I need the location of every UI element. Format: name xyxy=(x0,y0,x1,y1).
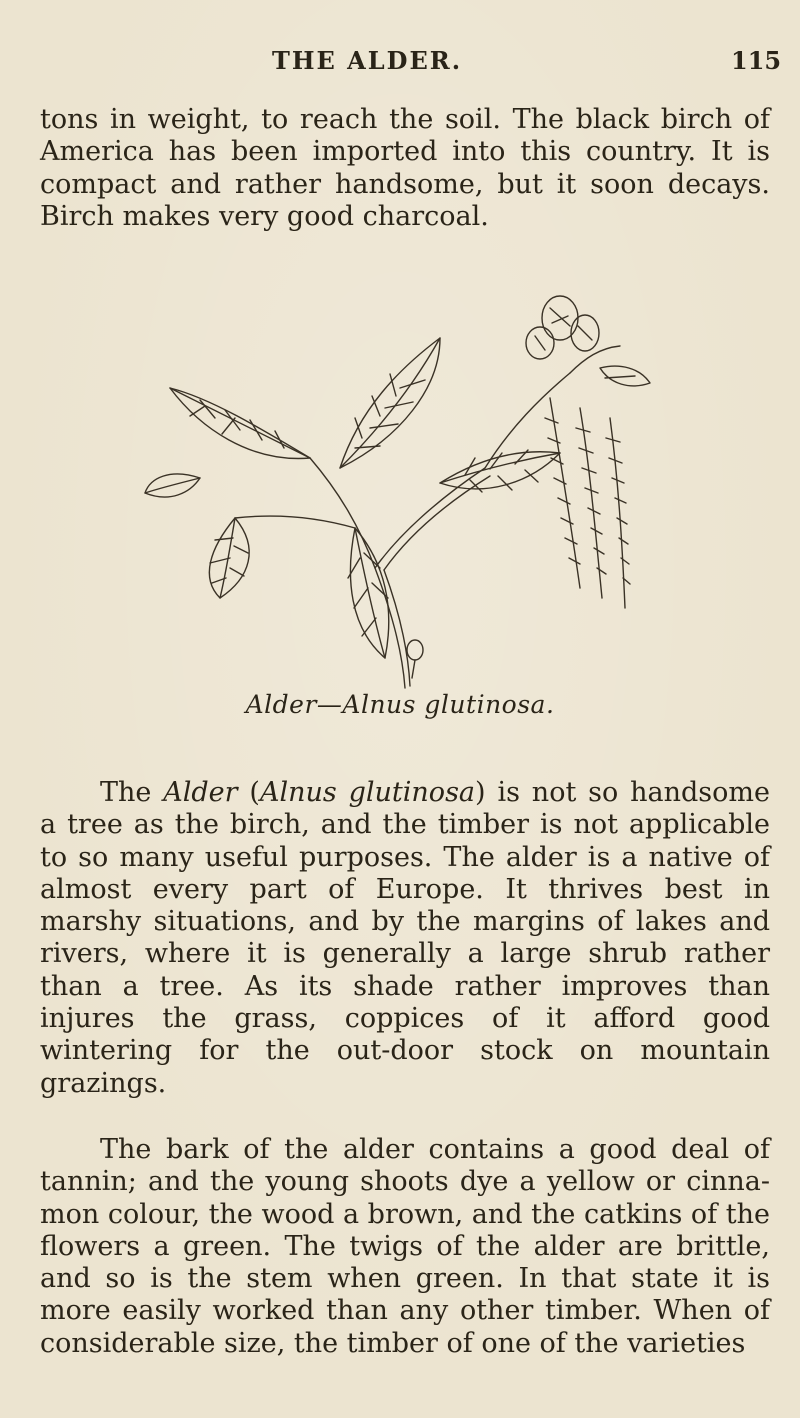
alder-latin-name: Alnus glutinosa xyxy=(259,777,476,808)
paragraph-top: tons in weight, to reach the soil. The black birch of America has been imported into this country. It is compact and rather handsome, but it soon decays. Birch makes very good charcoal. xyxy=(40,104,770,232)
paragraph-1-open: ( xyxy=(237,777,260,808)
small-cone xyxy=(407,640,423,660)
branch-left xyxy=(235,516,355,528)
alder-illustration xyxy=(140,278,660,708)
running-title: THE ALDER. xyxy=(272,46,463,75)
paragraph-1-rest: ) is not so handsome a tree as the birch, and the timber is not applicable to so many useful purposes. The alder is a native of almost every part of Europe. It thrives best in marshy situations, and by the margins of lakes and rivers, where it is generally a large shrub rather than a tree. As its shade rather improves than injures the grass, coppices of it afford good wintering for the out-door stock on mountain grazings. xyxy=(40,777,771,1099)
catkin-cluster xyxy=(526,296,650,386)
leaf-3 xyxy=(440,452,560,489)
main-twig xyxy=(310,458,405,688)
branch-right xyxy=(375,468,485,568)
alder-branch-drawing xyxy=(140,278,660,708)
paragraph-1 xyxy=(40,777,770,1100)
figure-caption: Alder—Alnus glutinosa. xyxy=(245,690,555,719)
paragraph-2: The bark of the alder contains a good deal of tannin; and the young shoots dye a yellow or cinna-mon colour, the wood a brown, and the catkins of the flowers a green. The twigs of the alder are brittle, and so is the stem when green. In that state it is more easily worked than any other timber. When of considerable size, the timber of one of the varieties xyxy=(40,1134,770,1359)
hanging-catkins xyxy=(545,398,630,608)
running-head xyxy=(0,46,800,86)
paragraph-1-lead: The xyxy=(100,777,164,808)
alder-common-name: Alder xyxy=(163,777,238,808)
page-number: 115 xyxy=(731,46,782,75)
